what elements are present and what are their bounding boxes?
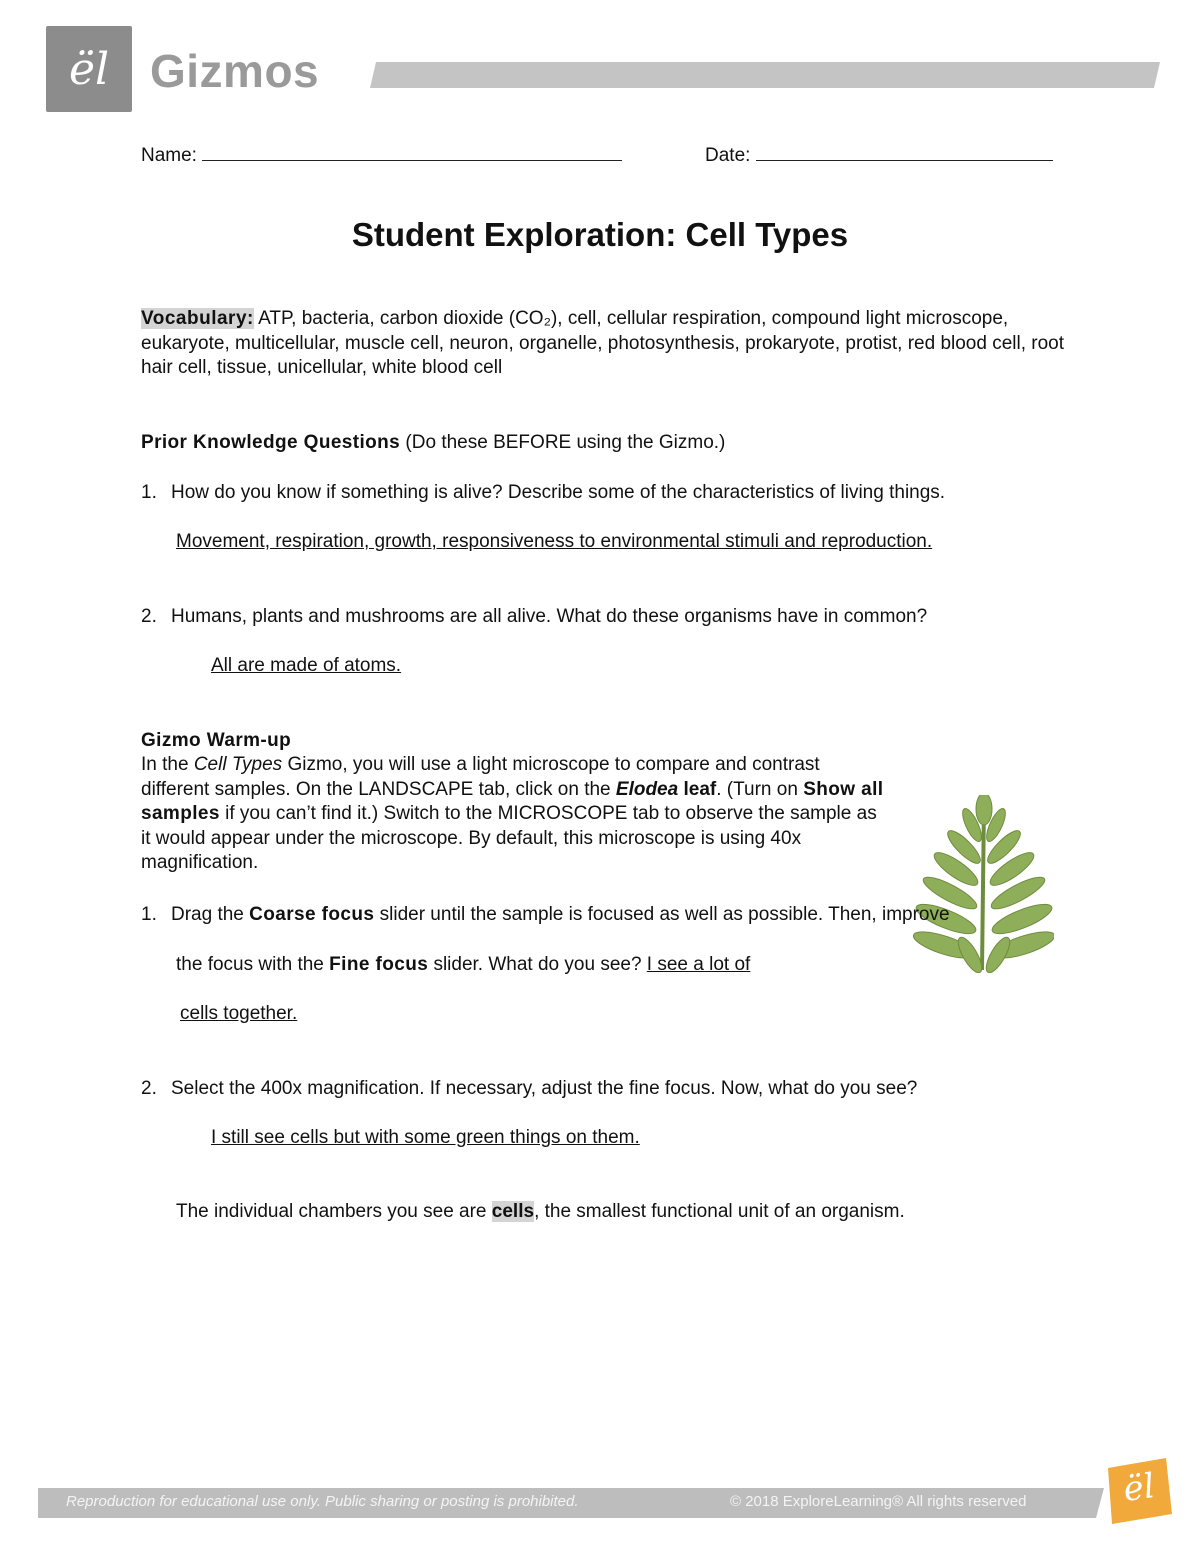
- date-label: Date:: [705, 145, 751, 166]
- step-number: 2.: [141, 1078, 157, 1099]
- warmup-text: if you can’t find it.) Switch to the MICROSCOPE tab to observe the sample as it would appear under the microscope. By default, this microscope is using 40x magnification.: [141, 803, 877, 873]
- prior-question-2: [141, 605, 927, 629]
- elodea-term: Elodea: [615, 778, 679, 800]
- answer-1: Movement, respiration, growth, responsiveness to environmental stimuli and reproduction.: [176, 531, 933, 552]
- warmup-step-1: [141, 903, 950, 927]
- cell-types-term: Cell Types: [193, 754, 283, 775]
- question-text: Humans, plants and mushrooms are all alive. What do these organisms have in common?: [171, 606, 928, 627]
- answer-3-part-2: cells together.: [180, 1003, 298, 1024]
- vocabulary-text: ATP, bacteria, carbon dioxide (CO₂), cell, cellular respiration, compound light microscope, eukaryote, multicellular, muscle cell, neuron, organelle, photosynthesis, prokaryote, protist, red blood cell, root hair cell, tissue, unicellular, white blood cell: [141, 308, 1065, 378]
- prior-heading-note: (Do these BEFORE using the Gizmo.): [400, 432, 726, 453]
- closing-text: The individual chambers you see are: [176, 1201, 492, 1222]
- closing-text: , the smallest functional unit of an organism.: [534, 1201, 905, 1222]
- brand-name: Gizmos: [150, 45, 320, 97]
- date-field: [705, 142, 1053, 168]
- question-number: 1.: [141, 482, 157, 503]
- warmup-text: In the: [141, 754, 194, 775]
- footer-copyright: © 2018 ExploreLearning® All rights reserved: [730, 1493, 1027, 1510]
- warmup-step-2: [141, 1077, 917, 1101]
- explorelearning-corner-logo: [1102, 1458, 1172, 1524]
- prior-heading-text: Prior Knowledge Questions: [141, 432, 401, 453]
- corner-logo-mark: ël: [1120, 1466, 1158, 1510]
- question-number: 2.: [141, 606, 157, 627]
- step-text: slider until the sample is focused as well as possible. Then, improve: [374, 904, 950, 925]
- cells-term: cells: [491, 1201, 535, 1222]
- prior-question-1: [141, 481, 945, 505]
- name-label: Name:: [141, 145, 197, 166]
- logo-mark: ël: [68, 43, 110, 95]
- warmup-heading: Gizmo Warm-up: [141, 730, 292, 751]
- name-field: [141, 142, 622, 168]
- warmup-step-1-line-2: [176, 953, 750, 977]
- step-text: the focus with the: [176, 954, 330, 975]
- leaf-term: leaf: [678, 778, 717, 800]
- fine-focus-term: Fine focus: [329, 954, 429, 975]
- step-text: Drag the: [171, 904, 250, 925]
- header-bar: [370, 62, 1160, 88]
- answer-2: All are made of atoms.: [211, 655, 402, 676]
- gizmos-logo: [46, 26, 132, 112]
- vocabulary-label: Vocabulary:: [141, 308, 254, 329]
- date-blank[interactable]: [756, 142, 1053, 161]
- step-text: Select the 400x magnification. If necessary, adjust the fine focus. Now, what do you see?: [171, 1078, 918, 1099]
- show-all-samples-term: Show all samples: [141, 778, 884, 824]
- coarse-focus-term: Coarse focus: [249, 904, 375, 925]
- warmup-paragraph: [141, 753, 886, 876]
- question-text: How do you know if something is alive? Describe some of the characteristics of living things.: [171, 482, 946, 503]
- elodea-plant-image: [912, 795, 1054, 973]
- footer-disclaimer: Reproduction for educational use only. Public sharing or posting is prohibited.: [66, 1493, 579, 1510]
- page-title: Student Exploration: Cell Types: [351, 216, 849, 253]
- name-blank[interactable]: [202, 142, 622, 161]
- warmup-text: . (Turn on: [716, 778, 804, 800]
- prior-knowledge-heading: [141, 431, 725, 455]
- warmup-text: Gizmo, you will use a light microscope to compare and contrast different samples. On the LANDSCAPE tab, click on the: [141, 754, 820, 800]
- answer-3-part-1: I see a lot of: [646, 954, 751, 975]
- step-text: slider. What do you see?: [428, 954, 647, 975]
- answer-4: I still see cells but with some green things on them.: [211, 1127, 640, 1148]
- closing-sentence: [176, 1200, 905, 1224]
- step-number: 1.: [141, 904, 157, 925]
- vocabulary-paragraph: [141, 307, 1071, 381]
